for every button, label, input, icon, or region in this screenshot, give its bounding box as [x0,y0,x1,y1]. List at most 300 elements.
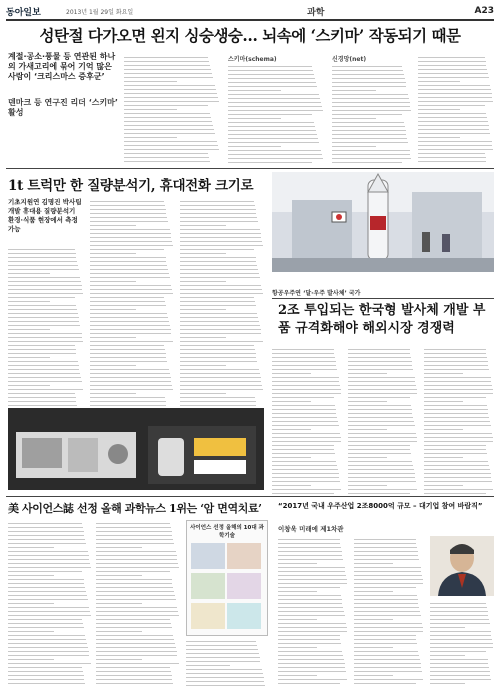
text-line [278,551,342,552]
text-line [430,679,491,680]
text-line [180,305,256,306]
text-line [278,643,341,644]
text-line [8,651,89,652]
text-line [278,587,340,588]
text-line [124,97,218,98]
text-line [348,469,414,470]
text-line [124,141,217,142]
text-line [8,563,90,564]
rocket-subheadline: 항공우주연 ‘달·우주 발사체’ 국가 [272,290,361,297]
text-line [272,449,334,450]
text-line [430,663,488,664]
text-line [180,269,258,270]
text-line [8,559,89,560]
text-line [96,667,170,668]
text-line [96,567,179,568]
text-line [272,433,340,434]
text-line [348,421,414,422]
text-line [424,361,488,362]
text-line [332,146,376,147]
text-line [332,150,410,151]
text-line [8,543,86,544]
text-line [228,66,312,67]
text-line [272,409,336,410]
text-line [418,105,485,106]
text-line [90,329,171,330]
text-line [418,89,491,90]
text-line [424,401,463,402]
text-line [180,233,261,234]
text-line [90,205,165,206]
text-line [180,209,256,210]
text-line [8,531,84,532]
text-line [424,381,491,382]
text-line [8,683,85,684]
text-line [424,377,491,378]
mid-headline: 1t 트럭만 한 질량분석기, 휴대전화 크기로 [8,178,254,194]
text-line [278,655,343,656]
text-line [278,575,346,576]
text-line [124,121,212,122]
text-line [354,639,416,640]
text-line [90,333,171,334]
text-line [228,122,314,123]
text-line [272,461,336,462]
text-line [332,130,406,131]
text-line [272,353,334,354]
text-line [424,457,463,458]
text-line [424,473,491,474]
text-line [348,437,417,438]
text-line [96,531,172,532]
text-line [278,547,341,548]
text-line [348,461,412,462]
text-line [124,161,210,162]
text-line [418,101,493,102]
text-line [124,125,213,126]
text-line [96,659,142,660]
science-body-col-2 [96,520,180,686]
text-line [424,493,486,494]
text-line [180,281,226,282]
text-line [90,241,172,242]
text-line [180,297,254,298]
text-line [424,481,492,482]
mid-body-col-3 [180,198,264,406]
text-line [418,85,490,86]
right-headline: 2조 투입되는 한국형 발사체 개발 부품 규격화해야 해외시장 경쟁력 [278,303,486,336]
text-line [186,669,262,670]
text-line [354,583,423,584]
text-line [278,555,342,556]
text-line [278,571,345,572]
text-line [348,409,412,410]
text-line [418,125,489,126]
text-line [278,635,340,636]
text-line [124,57,208,58]
text-line [278,623,346,624]
text-line [8,317,79,318]
top-subhead: 계절·공소·풍물 등 연관된 하나의 가새고리에 묶어 기억 많은 사람이 ‘크리스마스 증후군’ [8,52,116,81]
text-line [278,579,347,580]
text-line [180,245,263,246]
right-body-col-3 [424,346,494,494]
text-line [278,567,345,568]
text-line [180,361,257,362]
text-line [272,489,341,490]
text-line [90,269,168,270]
text-line [354,587,416,588]
text-line [354,567,421,568]
text-line [8,313,78,314]
interview-body-col-3 [430,600,494,686]
text-line [332,98,409,99]
text-line [90,341,173,342]
text-line [90,365,136,366]
text-line [180,225,226,226]
text-line [228,158,323,159]
text-line [90,245,173,246]
text-line [180,301,255,302]
text-line [424,365,488,366]
text-line [180,213,256,214]
text-line [124,85,215,86]
text-line [8,639,86,640]
text-line [272,373,311,374]
text-line [332,142,408,143]
text-line [8,393,75,394]
text-line [332,162,402,163]
text-line [8,293,83,294]
text-line [348,485,387,486]
page-number: A23 [474,6,494,16]
text-line [96,619,170,620]
text-line [96,583,172,584]
text-line [90,229,170,230]
text-line [8,583,84,584]
text-line [124,153,208,154]
text-line [8,663,91,664]
text-line [96,575,142,576]
text-line [96,591,174,592]
device-photo [8,408,264,490]
text-line [96,555,177,556]
text-line [8,607,89,608]
text-line [430,603,486,604]
text-line [90,225,136,226]
text-line [96,671,171,672]
rocket-caption [272,274,494,286]
text-line [8,389,83,390]
text-line [228,154,322,155]
text-line [354,631,423,632]
text-line [348,477,415,478]
page-header [6,4,494,18]
text-line [228,86,317,87]
issue-date: 2013년 1월 29일 화요일 [66,8,134,16]
text-line [96,651,177,652]
text-line [124,133,215,134]
text-line [180,289,262,290]
text-line [348,381,415,382]
text-line [424,397,486,398]
text-line [180,341,263,342]
text-line [418,57,485,58]
text-line [354,595,417,596]
text-line [90,257,166,258]
text-line [228,150,321,151]
text-line [348,425,415,426]
text-line [332,114,402,115]
text-line [228,134,317,135]
text-line [8,675,84,676]
text-line [8,249,75,250]
text-line [332,122,404,123]
text-line [90,361,167,362]
text-line [272,405,335,406]
text-line [180,309,226,310]
text-line [228,162,312,163]
text-line [8,305,76,306]
text-line [96,639,174,640]
text-line [354,647,393,648]
text-line [180,277,260,278]
text-line [90,357,166,358]
text-line [332,118,376,119]
mid-body-col-2 [90,198,174,406]
text-line [186,653,259,654]
text-line [90,325,170,326]
text-line [180,357,256,358]
text-line [424,393,493,394]
text-line [418,93,492,94]
text-line [8,377,81,378]
text-line [430,619,489,620]
text-line [90,393,136,394]
text-line [90,285,171,286]
text-line [8,579,84,580]
text-line [418,161,486,162]
header-rule [6,19,494,21]
text-line [272,453,335,454]
text-line [418,69,487,70]
science-headline: 美 사이언스誌 선정 올해 과학뉴스 1위는 ‘암 면역치료’ [8,502,262,515]
right-body-col-1 [272,346,342,494]
text-line [180,377,261,378]
text-line [418,97,492,98]
science-body-col-3 [186,638,266,686]
text-line [8,277,80,278]
top-body-col-2 [228,54,324,164]
text-line [180,345,254,346]
text-line [354,579,423,580]
right-body-col-2 [348,346,418,494]
text-line [278,619,317,620]
text-line [272,425,339,426]
text-line [272,385,340,386]
text-line [430,651,486,652]
text-line [348,481,416,482]
text-line [124,109,177,110]
text-line [430,607,487,608]
text-line [90,201,164,202]
text-line [8,385,50,386]
text-line [96,547,142,548]
text-line [8,285,82,286]
text-line [348,489,417,490]
text-line [424,433,492,434]
text-line [180,237,261,238]
text-line [8,523,82,524]
text-line [272,397,334,398]
text-line [272,361,336,362]
text-line [348,457,387,458]
top-body-col-3 [332,54,412,164]
text-line [228,114,312,115]
text-line [430,631,491,632]
text-line [180,321,259,322]
text-line [278,603,342,604]
text-line [124,149,219,150]
text-line [8,555,89,556]
text-line [96,675,172,676]
text-line [278,675,317,676]
text-line [8,671,83,672]
text-line [96,683,173,684]
text-line [8,547,54,548]
text-line [272,393,341,394]
text-line [418,81,460,82]
text-line [186,641,256,642]
text-line [348,473,415,474]
text-line [424,477,491,478]
text-line [180,337,226,338]
text-line [430,623,490,624]
text-line [272,377,339,378]
text-line [424,389,493,390]
text-line [90,321,169,322]
text-line [186,673,263,674]
text-line [430,659,488,660]
text-line [354,603,418,604]
text-line [418,117,487,118]
text-line [354,547,417,548]
text-line [332,154,410,155]
text-line [272,469,338,470]
text-line [124,157,209,158]
text-line [8,619,82,620]
text-line [354,599,418,600]
text-line [180,265,257,266]
text-line [332,90,376,91]
text-line [354,539,416,540]
text-line [90,253,136,254]
text-line [354,627,423,628]
text-line [228,146,281,147]
text-line [8,369,79,370]
text-line [354,679,423,680]
text-line [418,129,489,130]
text-line [180,401,256,402]
text-line [430,643,493,644]
interview-body-col-1 [278,536,348,686]
text-line [186,657,260,658]
text-line [348,433,416,434]
text-line [90,209,166,210]
text-line [96,599,176,600]
text-line [348,373,387,374]
text-line [418,113,486,114]
text-line [424,385,492,386]
text-line [228,106,322,107]
text-line [348,389,417,390]
text-line [8,281,81,282]
text-line [8,631,54,632]
text-line [90,309,136,310]
text-line [424,421,490,422]
text-line [348,413,412,414]
text-line [424,445,486,446]
text-line [354,555,418,556]
text-line [8,257,76,258]
text-line [124,65,210,66]
text-line [180,313,257,314]
text-line [124,137,177,138]
text-line [418,65,486,66]
text-line [90,345,164,346]
text-line [272,441,341,442]
text-line [180,221,258,222]
text-line [348,453,411,454]
text-line [8,373,80,374]
text-line [418,137,460,138]
text-line [332,134,406,135]
text-line [8,647,88,648]
text-line [90,233,171,234]
text-line [8,611,90,612]
text-line [332,102,410,103]
text-line [424,489,493,490]
text-line [354,611,420,612]
text-line [228,110,323,111]
text-line [124,117,211,118]
text-line [348,405,411,406]
text-line [180,217,257,218]
text-line [348,349,410,350]
text-line [90,317,168,318]
text-line [180,285,261,286]
top-subhead-2: 덴마크 등 연구진 리더 ‘스키마’ 활성 [8,98,118,117]
text-line [186,677,264,678]
text-line [90,277,170,278]
text-line [96,663,179,664]
text-line [278,647,317,648]
text-line [8,397,76,398]
text-line [348,441,417,442]
text-line [348,353,410,354]
text-line [8,643,87,644]
text-line [8,551,88,552]
text-line [430,627,465,628]
text-line [354,615,421,616]
text-line [8,527,83,528]
text-line [430,635,491,636]
text-line [272,401,311,402]
text-line [228,118,281,119]
mid-body-col-1 [8,246,84,406]
text-line [354,675,393,676]
text-line [418,61,486,62]
